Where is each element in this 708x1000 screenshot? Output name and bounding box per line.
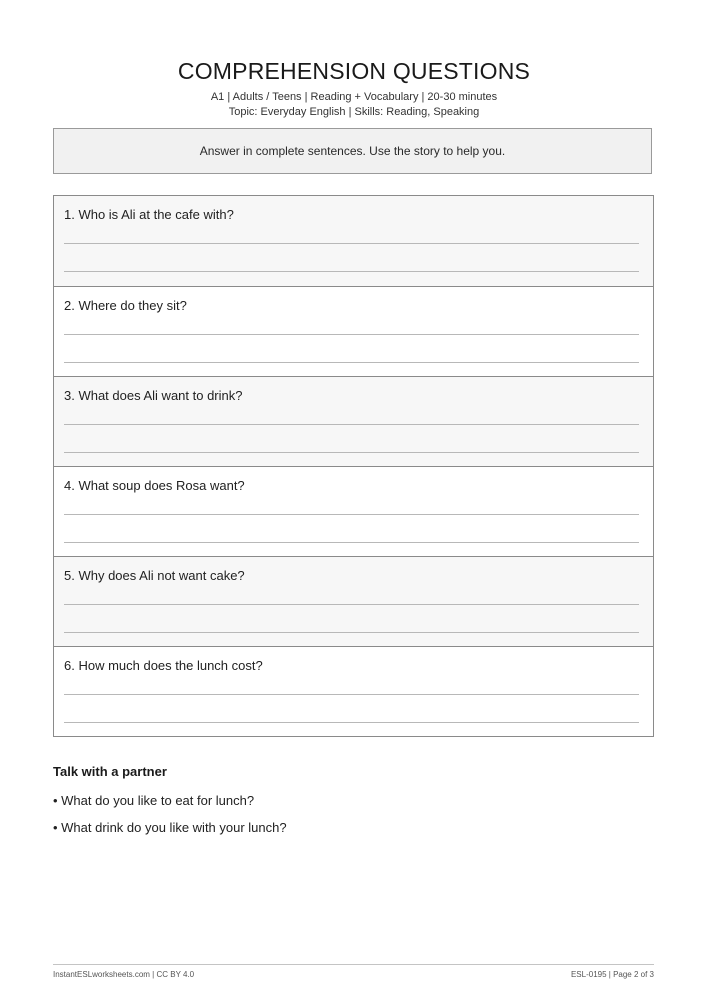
question-row — [54, 646, 653, 736]
answer-line[interactable] — [64, 271, 639, 272]
questions-table — [53, 195, 654, 737]
answer-line[interactable] — [64, 424, 639, 425]
answer-line[interactable] — [64, 362, 639, 363]
answer-line[interactable] — [64, 604, 639, 605]
topic-info: Topic: Everyday English | Skills: Reading, Speaking — [228, 106, 480, 118]
footer-divider — [53, 964, 654, 965]
page-title: COMPREHENSION QUESTIONS — [177, 58, 531, 84]
question-text: 4. What soup does Rosa want? — [64, 478, 245, 493]
question-row — [54, 286, 653, 376]
question-row — [54, 556, 653, 646]
partner-question: • What drink do you like with your lunch? — [53, 820, 287, 835]
answer-line[interactable] — [64, 243, 639, 244]
partner-question: • What do you like to eat for lunch? — [53, 793, 255, 808]
answer-line[interactable] — [64, 632, 639, 633]
question-row — [54, 196, 653, 286]
question-text: 5. Why does Ali not want cake? — [64, 568, 245, 583]
partner-heading: Talk with a partner — [53, 764, 167, 779]
answer-line[interactable] — [64, 694, 639, 695]
question-text: 6. How much does the lunch cost? — [64, 658, 263, 673]
question-text: 2. Where do they sit? — [64, 298, 187, 313]
answer-line[interactable] — [64, 514, 639, 515]
instructions-box — [53, 128, 652, 174]
footer-credit: InstantESLworksheets.com | CC BY 4.0 — [53, 970, 195, 979]
question-row — [54, 376, 653, 466]
instructions-text: Answer in complete sentences. Use the story to help you. — [199, 144, 506, 158]
question-row — [54, 466, 653, 556]
question-text: 3. What does Ali want to drink? — [64, 388, 243, 403]
question-text: 1. Who is Ali at the cafe with? — [64, 207, 234, 222]
level-info: A1 | Adults / Teens | Reading + Vocabulary | 20-30 minutes — [210, 91, 498, 103]
answer-line[interactable] — [64, 452, 639, 453]
answer-line[interactable] — [64, 334, 639, 335]
answer-line[interactable] — [64, 542, 639, 543]
answer-line[interactable] — [64, 722, 639, 723]
footer-page-number: ESL-0195 | Page 2 of 3 — [570, 970, 654, 979]
